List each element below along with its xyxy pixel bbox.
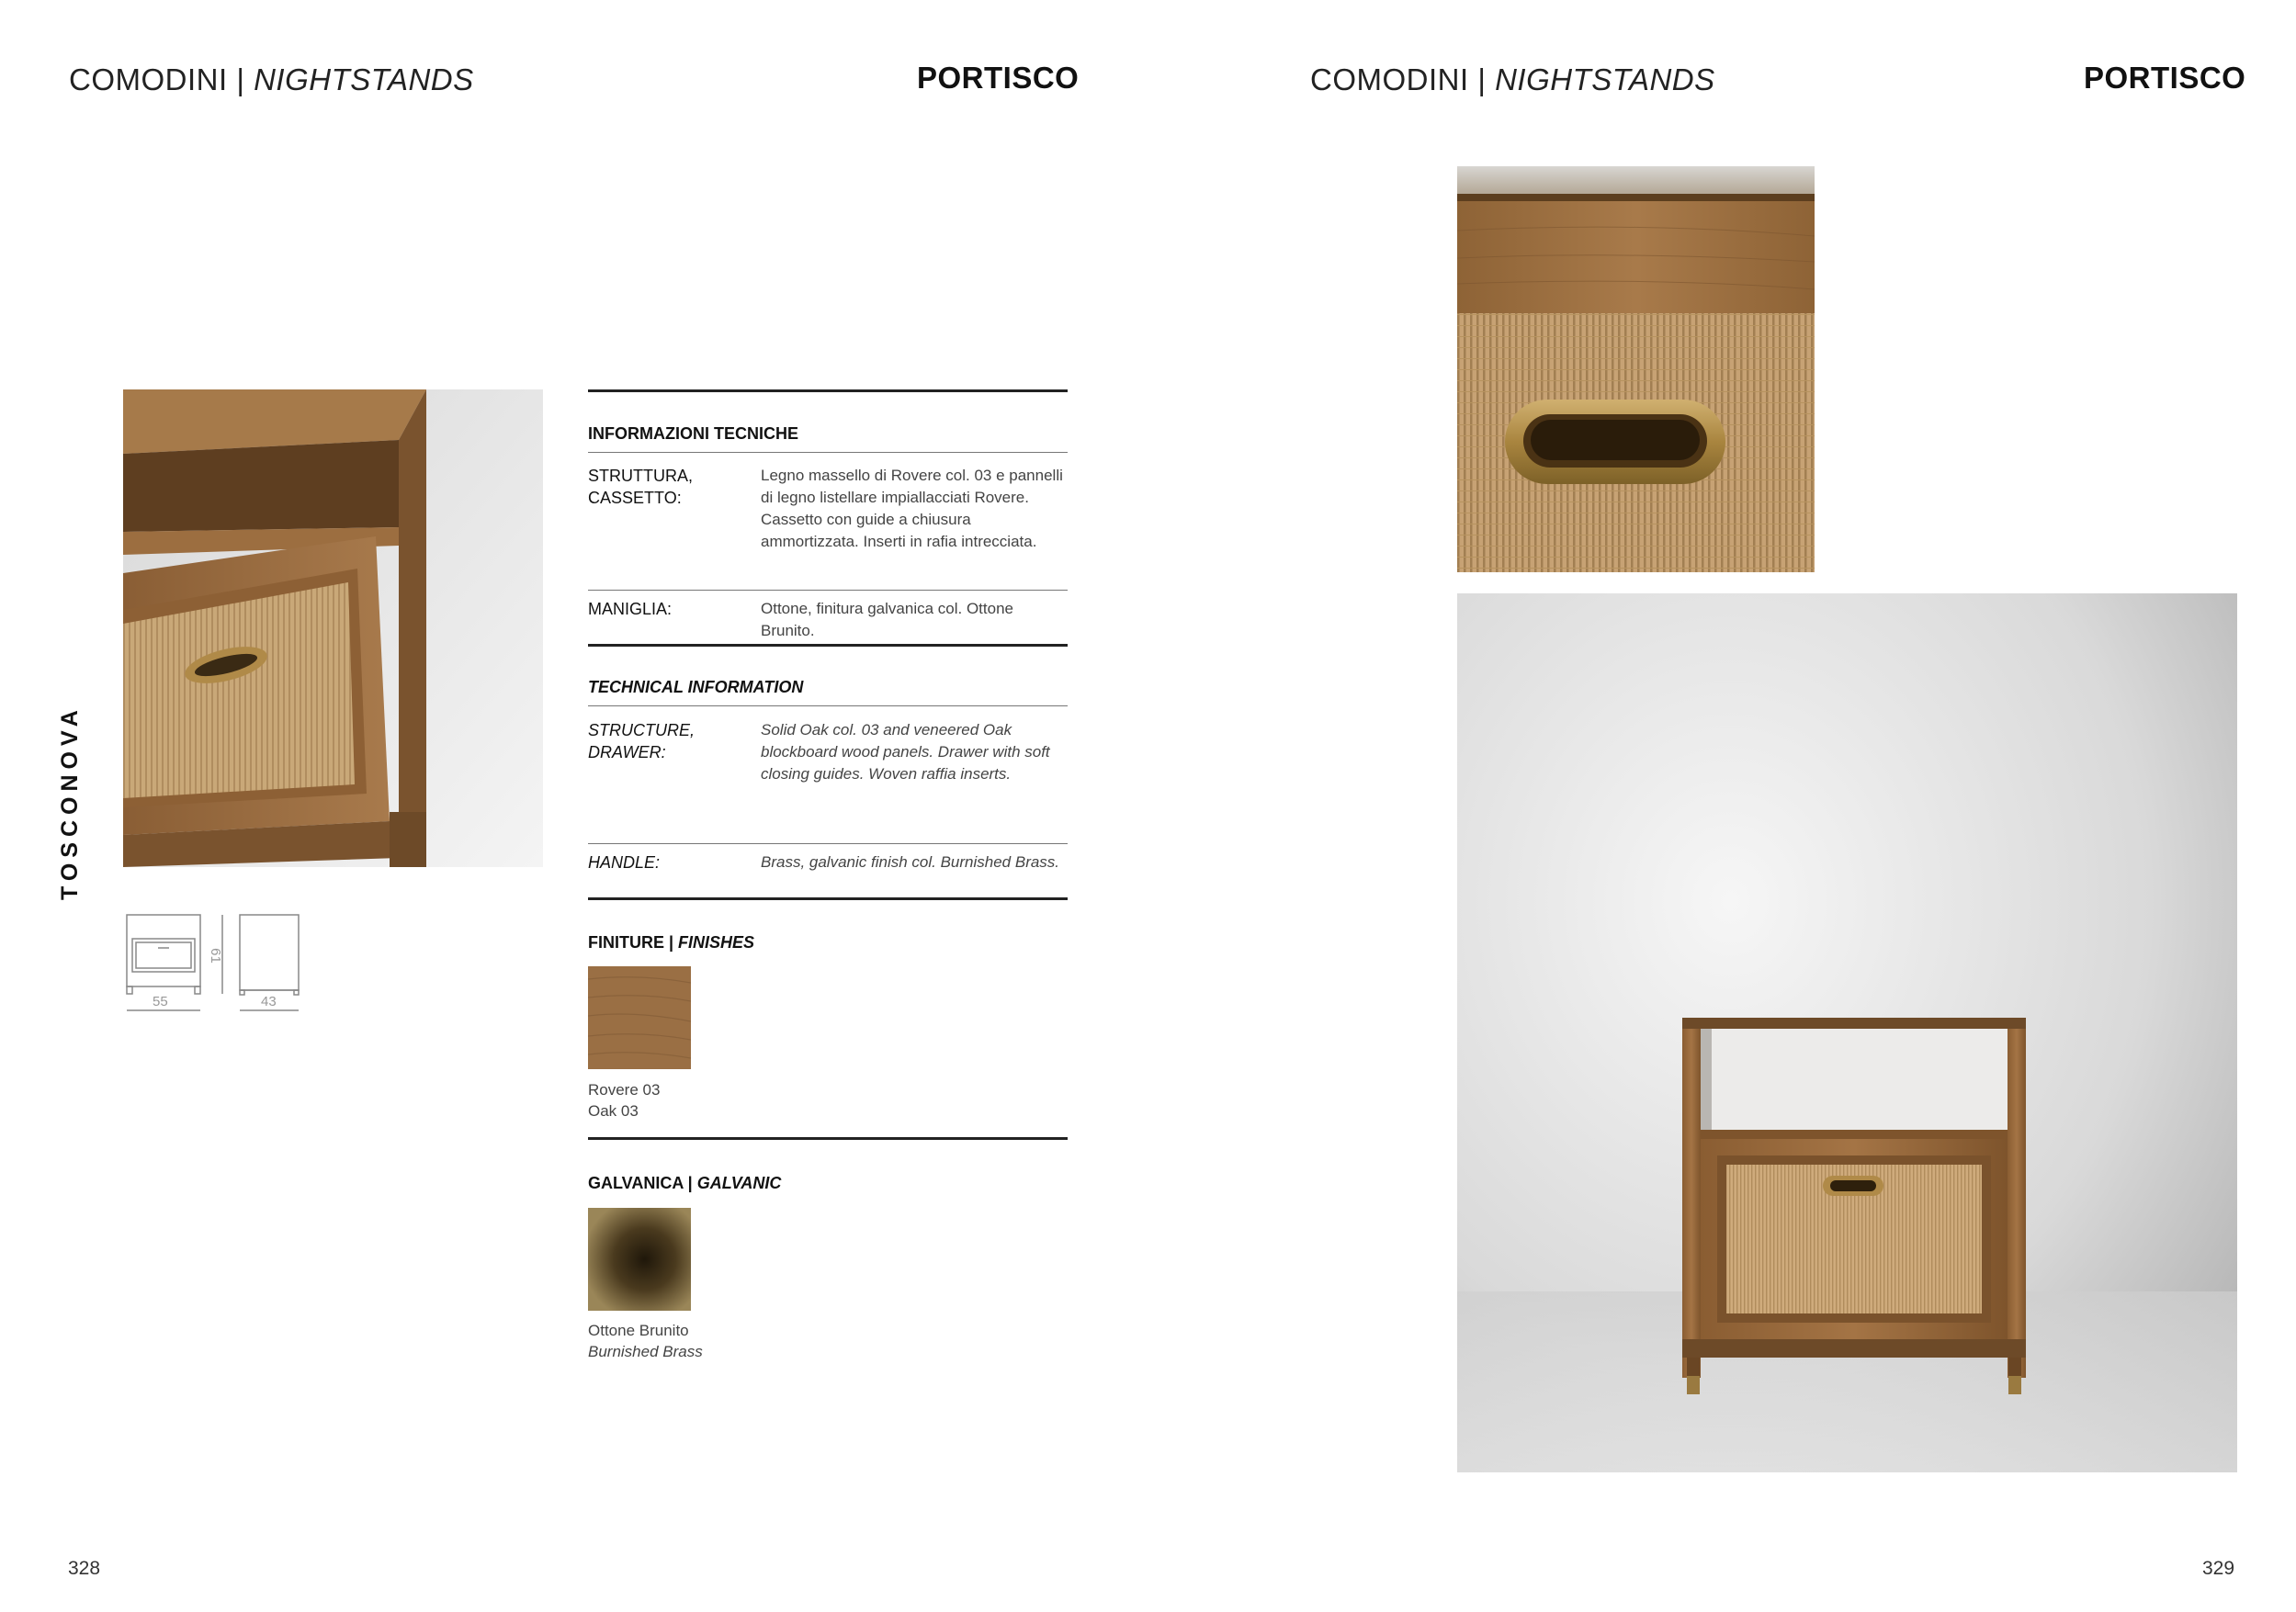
product-photo-main xyxy=(1457,593,2237,1472)
dimension-width: 55 xyxy=(153,994,168,1009)
spec-value-handle-it: Ottone, finitura galvanica col. Ottone Brunito. xyxy=(761,600,1013,639)
spec-value-structure-it: Legno massello di Rovere col. 03 e pannelli di legno listellare impiallacciati Rovere. Cassetto con guide a chiusura ammortizzata. Inserti in rafia intrecciata. xyxy=(761,467,1063,550)
category-label-italic: NIGHTSTANDS xyxy=(254,62,474,96)
left-brand-title: PORTISCO xyxy=(917,61,1080,95)
section-rule xyxy=(588,590,1068,591)
page-number-left: 328 xyxy=(68,1558,101,1579)
tech-en-title: TECHNICAL INFORMATION xyxy=(588,678,804,696)
finishes-title-label: FINITURE | xyxy=(588,933,679,952)
dimension-height: 61 xyxy=(207,948,223,964)
collection-name: TOSCONOVA xyxy=(57,705,83,900)
spec-value-handle-en: Brass, galvanic finish col. Burnished Brass. xyxy=(761,853,1060,871)
galvanic-title xyxy=(588,1174,781,1193)
section-rule xyxy=(588,452,1068,453)
drawer-handle-detail-illustration xyxy=(1457,166,1815,572)
galvanic-swatch-burnished-brass[interactable] xyxy=(588,1208,691,1311)
product-photo-detail-handle xyxy=(1457,166,1815,572)
finishes-title-italic: FINISHES xyxy=(678,933,755,952)
product-photo-closeup xyxy=(123,389,543,867)
dimension-drawings xyxy=(123,911,307,1012)
spec-label-handle-it: MANIGLIA: xyxy=(588,600,673,618)
spec-label-structure-it: STRUTTURA, CASSETTO: xyxy=(588,467,693,507)
category-label-italic: NIGHTSTANDS xyxy=(1495,62,1715,96)
finish-caption xyxy=(588,1079,660,1122)
right-brand-title: PORTISCO xyxy=(2084,61,2246,95)
tech-it-title: INFORMAZIONI TECNICHE xyxy=(588,424,798,443)
brass-texture xyxy=(588,1208,691,1311)
section-rule xyxy=(588,1137,1068,1140)
finish-swatch-oak[interactable] xyxy=(588,966,691,1069)
finish-name-it: Rovere 03 xyxy=(588,1081,661,1099)
nightstand-full-illustration xyxy=(1457,593,2237,1472)
left-category-title xyxy=(69,62,474,97)
oak-texture xyxy=(588,966,691,1069)
spec-value-structure-en: Solid Oak col. 03 and veneered Oak blockboard wood panels. Drawer with soft closing guides. Woven raffia inserts. xyxy=(761,721,1050,783)
finishes-title xyxy=(588,933,754,953)
section-rule-top xyxy=(588,389,1068,392)
galvanic-title-italic: GALVANIC xyxy=(696,1174,782,1192)
galvanic-caption xyxy=(588,1320,703,1362)
category-label: COMODINI | xyxy=(69,62,254,96)
galvanic-name-en: Burnished Brass xyxy=(588,1343,703,1360)
right-category-title xyxy=(1310,62,1715,97)
dimension-depth: 43 xyxy=(261,994,277,1009)
galvanic-name-it: Ottone Brunito xyxy=(588,1322,689,1339)
section-rule xyxy=(588,705,1068,706)
spec-label-handle-en: HANDLE: xyxy=(588,853,661,872)
category-label: COMODINI | xyxy=(1310,62,1496,96)
nightstand-closeup-illustration xyxy=(123,389,543,867)
finish-name-en: Oak 03 xyxy=(588,1102,639,1120)
section-rule xyxy=(588,897,1068,900)
spec-label-structure-en: STRUCTURE, DRAWER: xyxy=(588,721,695,761)
page-number-right: 329 xyxy=(2202,1558,2235,1579)
section-rule xyxy=(588,644,1068,647)
section-rule xyxy=(588,843,1068,844)
galvanic-title-label: GALVANICA | xyxy=(588,1174,697,1192)
